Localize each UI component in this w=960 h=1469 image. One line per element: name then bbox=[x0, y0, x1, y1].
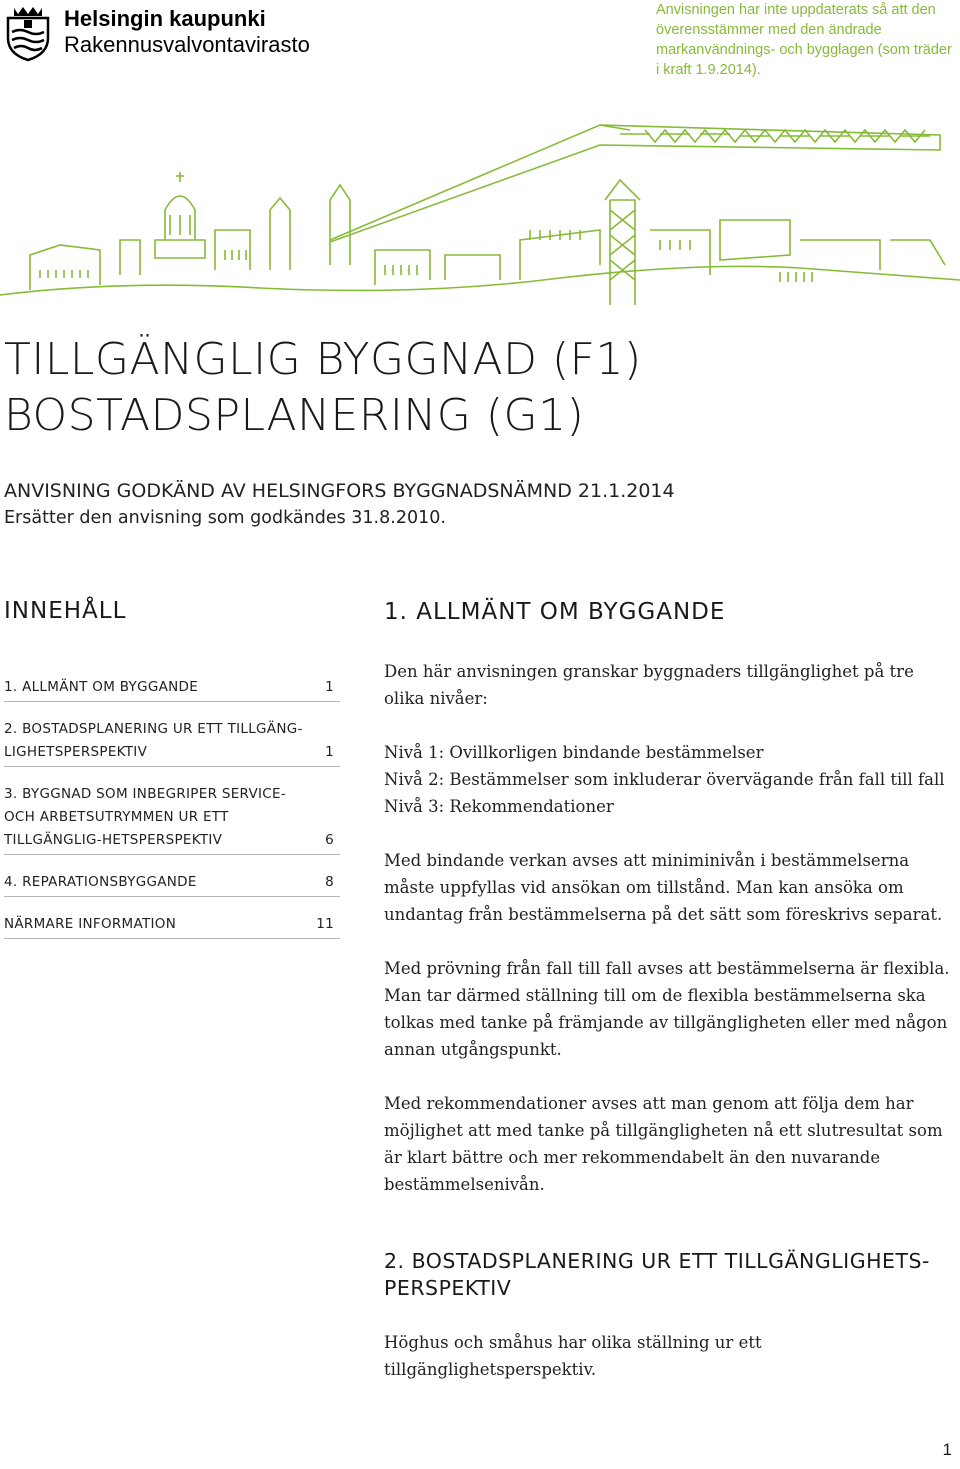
document-title-line2: BOSTADSPLANERING (G1) bbox=[4, 390, 585, 441]
toc-heading: INNEHÅLL bbox=[4, 598, 127, 624]
level1-text: Nivå 1: Ovillkorligen bindande bestämmelser bbox=[384, 743, 764, 762]
binding-paragraph: Med bindande verkan avses att miniminivån i bestämmelserna måste uppfyllas vid ansökan om tillstånd. Man kan ansöka om undantag från bestämmelserna på det sätt som föreskrivs separat. bbox=[384, 851, 943, 924]
toc-item-page: 8 bbox=[325, 874, 334, 890]
replaces-statement: Ersätter den anvisning som godkändes 31.8.2010. bbox=[4, 508, 446, 528]
toc-item-label: 2. BOSTADSPLANERING UR ETT TILLGÄNG-LIGHETSPERSPEKTIV bbox=[4, 721, 303, 760]
update-notice: Anvisningen har inte uppdaterats så att den överensstämmer med den ändrade markanvändnings- och bygglagen (som träder i kraft 1.9.2014). bbox=[656, 2, 952, 78]
toc-item-label: 3. BYGGNAD SOM INBEGRIPER SERVICE- OCH ARBETSUTRYMMEN UR ETT TILLGÄNGLIG-HETSPERSPEKTIV bbox=[4, 786, 287, 848]
toc-item-label: NÄRMARE INFORMATION bbox=[4, 916, 177, 932]
toc-item-page: 6 bbox=[325, 832, 334, 848]
recommendation-paragraph: Med rekommendationer avses att man genom att följa dem har möjlighet att med tanke på tillgängligheten nå ett slutresultat som är klart bättre och mer rekommendabelt än den nuvarande bestämmelsenivån. bbox=[384, 1094, 943, 1194]
helsinki-coat-of-arms-icon bbox=[4, 4, 52, 62]
page-number: 1 bbox=[942, 1440, 952, 1459]
section2-paragraph: Höghus och småhus har olika ställning ur ett tillgänglighetsperspektiv. bbox=[384, 1333, 762, 1379]
section1-heading: 1. ALLMÄNT OM BYGGANDE bbox=[384, 599, 726, 625]
table-of-contents bbox=[4, 676, 340, 939]
toc-item[interactable] bbox=[4, 783, 340, 855]
toc-item[interactable] bbox=[4, 913, 340, 939]
toc-item[interactable] bbox=[4, 718, 340, 767]
city-skyline-illustration bbox=[0, 90, 960, 305]
document-title-line1: TILLGÄNGLIG BYGGNAD (F1) bbox=[4, 334, 642, 385]
toc-item-page: 1 bbox=[325, 744, 334, 760]
toc-item-label: 1. ALLMÄNT OM BYGGANDE bbox=[4, 679, 199, 695]
body-column bbox=[384, 658, 956, 1383]
section2-heading: 2. BOSTADSPLANERING UR ETT TILLGÄNGLIGHETS-PERSPEKTIV bbox=[384, 1249, 930, 1300]
level2-text: Nivå 2: Bestämmelser som inkluderar övervägande från fall till fall bbox=[384, 770, 945, 789]
toc-item[interactable] bbox=[4, 871, 340, 897]
level3-text: Nivå 3: Rekommendationer bbox=[384, 797, 614, 816]
toc-item-page: 1 bbox=[325, 679, 334, 695]
department-name: Rakennusvalvontavirasto bbox=[64, 32, 310, 57]
toc-item[interactable] bbox=[4, 676, 340, 702]
toc-item-label: 4. REPARATIONSBYGGANDE bbox=[4, 874, 197, 890]
case-by-case-paragraph: Med prövning från fall till fall avses att bestämmelserna är flexibla. Man tar därmed ställning till om de flexibla bestämmelserna ska tolkas med tanke på främjande av tillgängligheten eller med någon annan utgångspunkt. bbox=[384, 959, 950, 1059]
toc-item-page: 11 bbox=[316, 916, 334, 932]
approval-statement: ANVISNING GODKÄND AV HELSINGFORS BYGGNADSNÄMND 21.1.2014 bbox=[4, 480, 675, 502]
section1-intro: Den här anvisningen granskar byggnaders tillgänglighet på tre olika nivåer: bbox=[384, 662, 914, 708]
organization-name: Helsingin kaupunki bbox=[64, 6, 266, 31]
